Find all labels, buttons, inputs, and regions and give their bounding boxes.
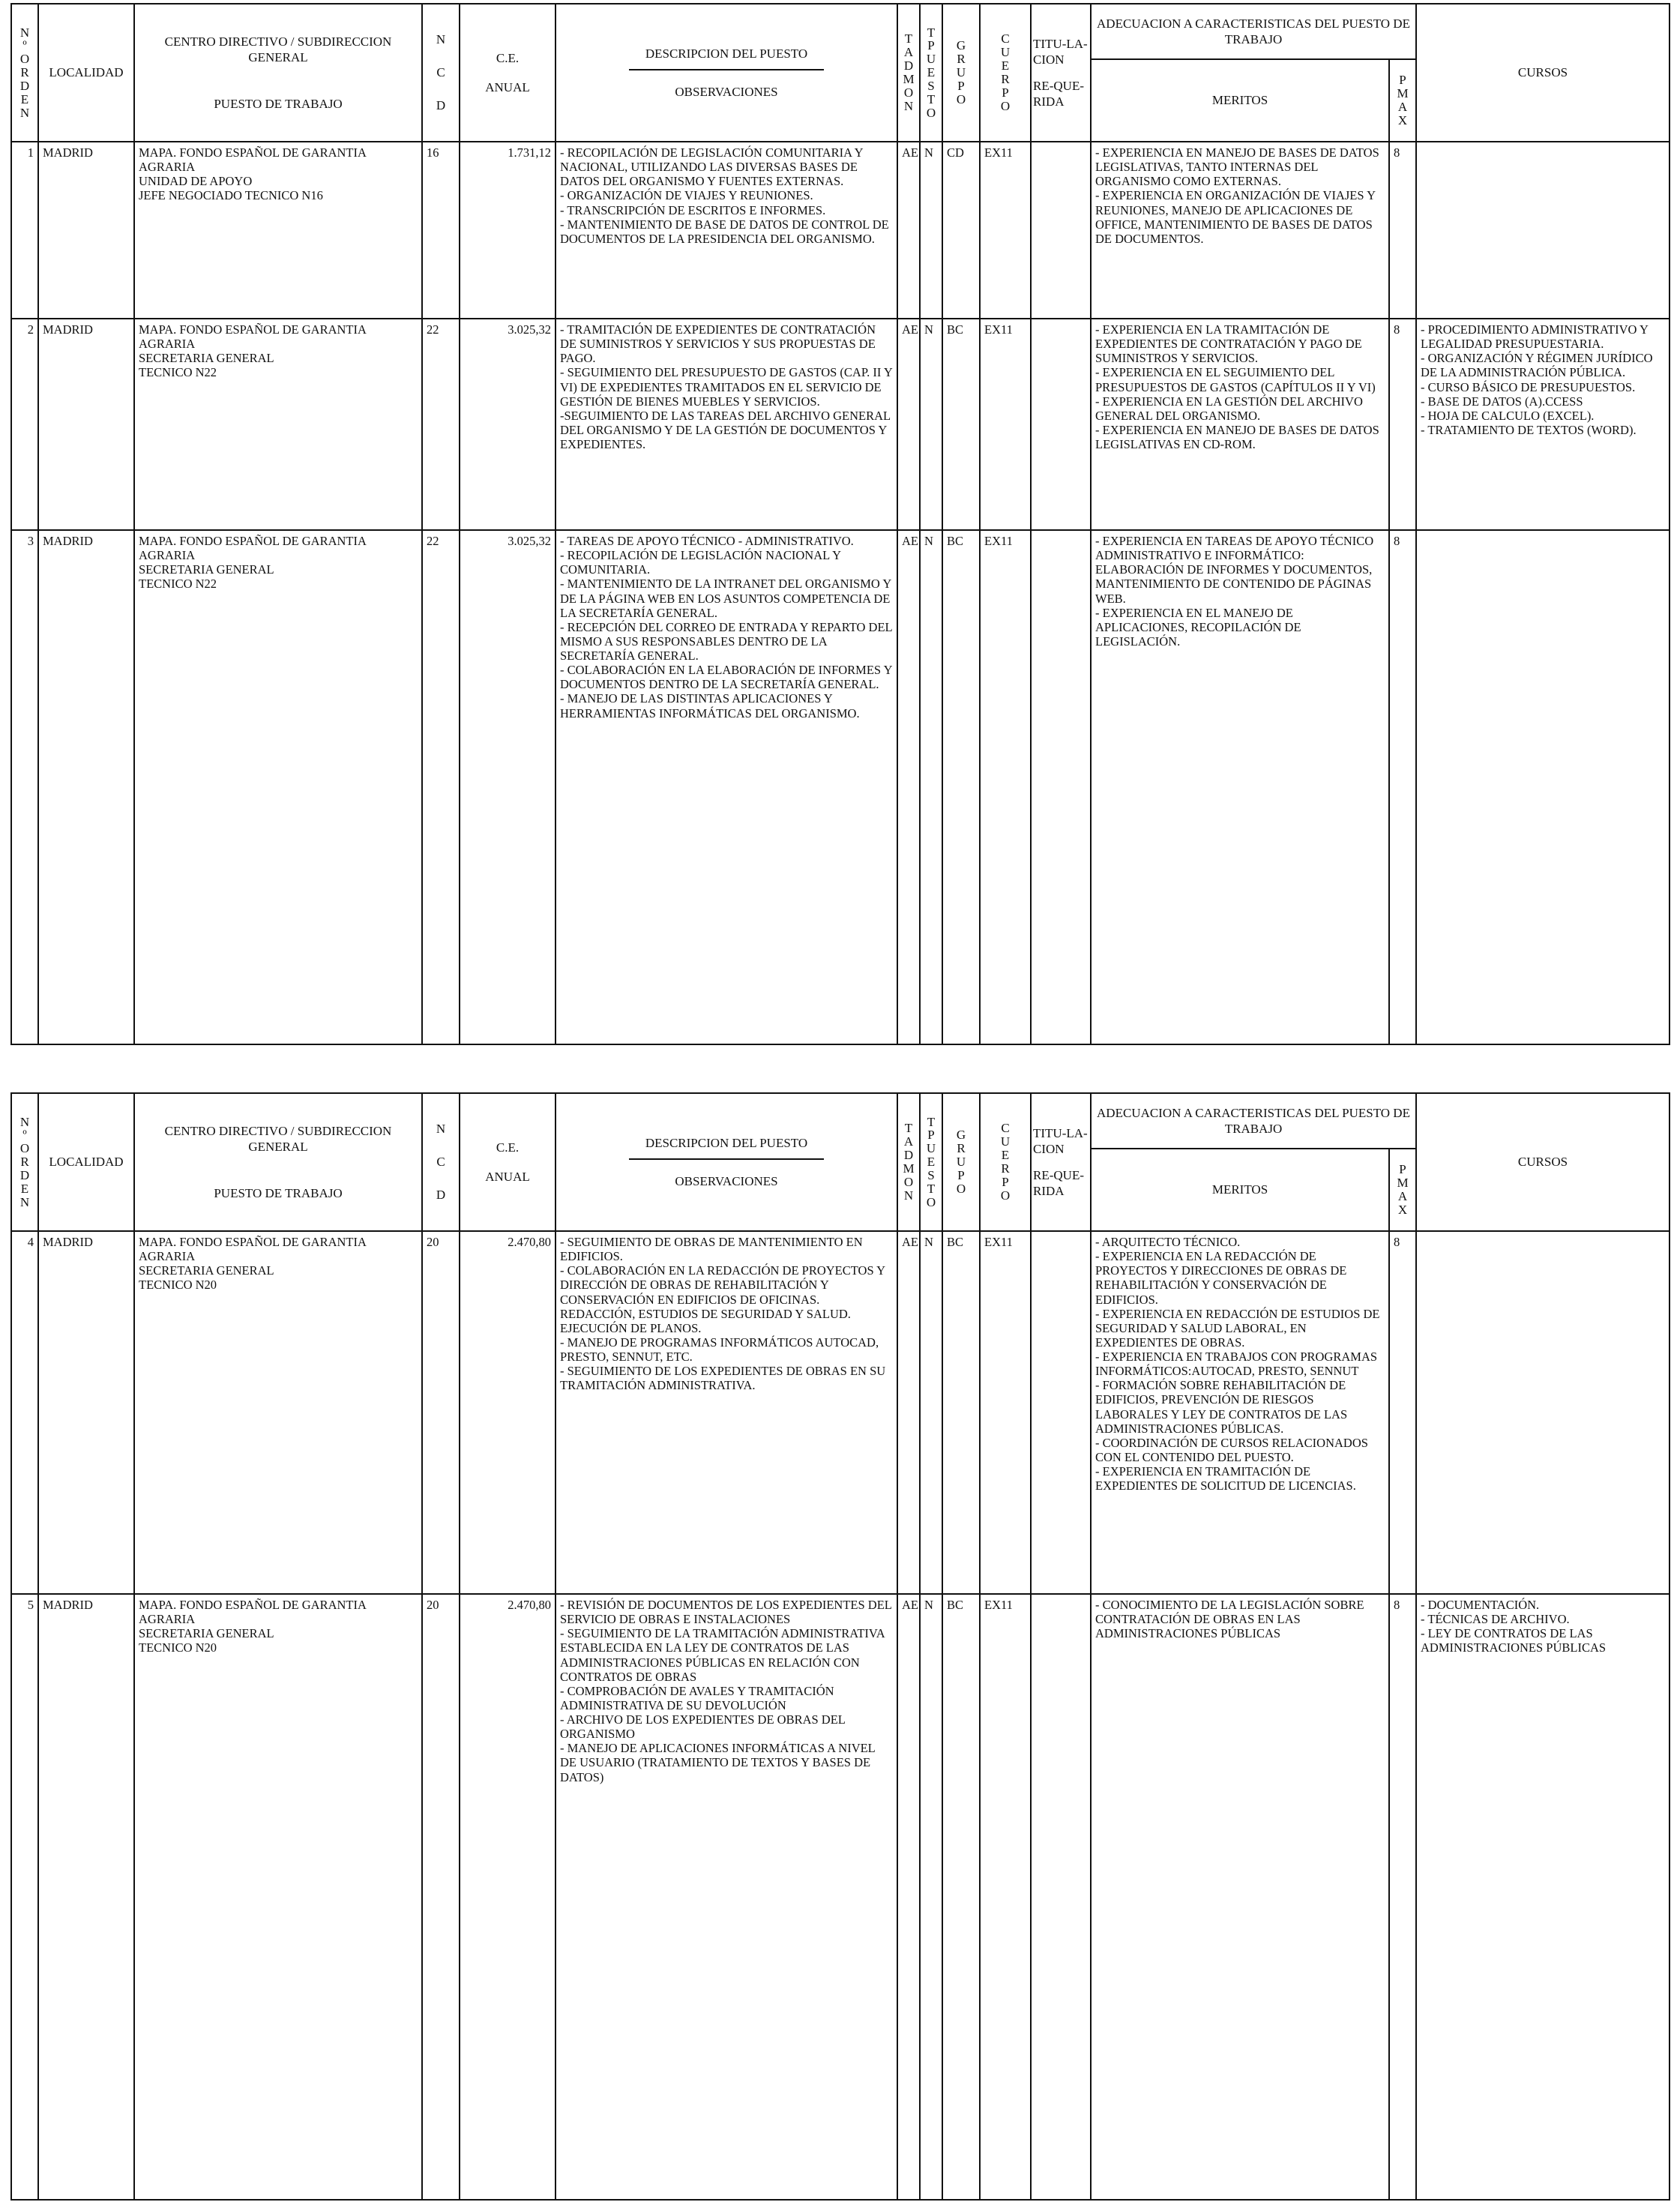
header-n-orden: Nº ORDEN [19, 1114, 30, 1209]
row-tadmon: AE [897, 142, 920, 319]
header-anual-label: ANUAL [485, 1170, 530, 1184]
row-orden: 1 [11, 142, 38, 319]
row-cursos [1416, 142, 1670, 319]
row-ce: 2.470,80 [460, 1594, 556, 2200]
header-cursos: CURSOS [1416, 4, 1670, 142]
row-localidad: MADRID [38, 1231, 134, 1594]
row-ncd: 20 [422, 1231, 460, 1594]
header-grupo: GRUPO [956, 1128, 966, 1196]
row-localidad: MADRID [38, 142, 134, 319]
row-cuerpo: EX11 [980, 319, 1031, 530]
table-sheet-1 [10, 3, 1669, 1045]
header-pmax: PMAX [1397, 1162, 1409, 1217]
row-tadmon: AE [897, 1594, 920, 2200]
row-localidad: MADRID [38, 319, 134, 530]
row-ncd: 16 [422, 142, 460, 319]
table-sheet-2 [10, 1092, 1669, 2201]
row-titulacion [1031, 530, 1091, 1044]
header-meritos: MERITOS [1091, 1149, 1389, 1231]
row-meritos: - EXPERIENCIA EN MANEJO DE BASES DE DATOS LEGISLATIVAS, TANTO INTERNAS DEL ORGANISMO COMO EXTERNAS. - EXPERIENCIA EN ORGANIZACIÓN DE VIAJES Y REUNIONES, MANEJO DE APLICACIONES DE OFFICE, MANTENIMIENTO DE BASES DE DATOS DE DOCUMENTOS. [1091, 142, 1389, 319]
row-localidad: MADRID [38, 530, 134, 1044]
header-puesto: PUESTO DE TRABAJO [214, 1185, 343, 1200]
row-descripcion: - SEGUIMIENTO DE OBRAS DE MANTENIMIENTO EN EDIFICIOS. - COLABORACIÓN EN LA REDACCIÓN DE PROYECTOS Y DIRECCIÓN DE OBRAS DE REHABILITACIÓN Y CONSERVACIÓN EN EDIFICIOS DE OFICINAS. REDACCIÓN, ESTUDIOS DE SEGURIDAD Y SALUD. EJECUCIÓN DE PLANOS. - MANEJO DE PROGRAMAS INFORMÁTICOS AUTOCAD, PRESTO, SENNUT, ETC. - SEGUIMIENTO DE LOS EXPEDIENTES DE OBRAS EN SU TRAMITACIÓN ADMINISTRATIVA. [556, 1231, 897, 1594]
row-centro: MAPA. FONDO ESPAÑOL DE GARANTIA AGRARIA SECRETARIA GENERAL TECNICO N20 [134, 1594, 422, 2200]
row-cursos [1416, 1231, 1670, 1594]
header-tpuesto: TPUESTO [926, 1114, 936, 1209]
header-pmax: PMAX [1397, 73, 1409, 127]
row-centro: MAPA. FONDO ESPAÑOL DE GARANTIA AGRARIA UNIDAD DE APOYO JEFE NEGOCIADO TECNICO N16 [134, 142, 422, 319]
row-tpuesto: N [920, 1231, 942, 1594]
row-descripcion: - RECOPILACIÓN DE LEGISLACIÓN COMUNITARIA Y NACIONAL, UTILIZANDO LAS DIVERSAS BASES DE DATOS DEL ORGANISMO Y FUENTES EXTERNAS. - ORGANIZACIÓN DE VIAJES Y REUNIONES. - TRANSCRIPCIÓN DE ESCRITOS E INFORMES. - MANTENIMIENTO DE BASE DE DATOS DE CONTROL DE DOCUMENTOS DE LA PRESIDENCIA DEL ORGANISMO. [556, 142, 897, 319]
row-tadmon: AE [897, 1231, 920, 1594]
row-ncd: 20 [422, 1594, 460, 2200]
row-ce: 3.025,32 [460, 530, 556, 1044]
row-cuerpo: EX11 [980, 142, 1031, 319]
header-centro-puesto [134, 1093, 422, 1231]
row-titulacion [1031, 1231, 1091, 1594]
row-titulacion [1031, 142, 1091, 319]
row-pmax: 8 [1389, 319, 1416, 530]
header-descripcion-label: DESCRIPCION DEL PUESTO [645, 1135, 808, 1150]
table-row [11, 319, 1670, 530]
table-row [11, 142, 1670, 319]
row-grupo: BC [942, 319, 980, 530]
table-header-row [11, 1093, 1670, 1149]
header-ce-label: C.E. [496, 50, 520, 65]
header-descripcion [556, 4, 897, 142]
row-grupo: CD [942, 142, 980, 319]
header-adecuacion: ADECUACION A CARACTERISTICAS DEL PUESTO DE TRABAJO [1091, 4, 1416, 59]
header-centro: CENTRO DIRECTIVO / SUBDIRECCION GENERAL [164, 34, 392, 65]
row-orden: 4 [11, 1231, 38, 1594]
row-centro: MAPA. FONDO ESPAÑOL DE GARANTIA AGRARIA SECRETARIA GENERAL TECNICO N20 [134, 1231, 422, 1594]
row-meritos: - ARQUITECTO TÉCNICO. - EXPERIENCIA EN LA REDACCIÓN DE PROYECTOS Y DIRECCIONES DE OBRAS DE REHABILITACIÓN Y CONSERVACIÓN DE EDIFICIOS. - EXPERIENCIA EN REDACCIÓN DE ESTUDIOS DE SEGURIDAD Y SALUD LABORAL, EN EXPEDIENTES DE OBRAS. - EXPERIENCIA EN TRABAJOS CON PROGRAMAS INFORMÁTICOS:AUTOCAD, PRESTO, SENNUT - FORMACIÓN SOBRE REHABILITACIÓN DE EDIFICIOS, PREVENCIÓN DE RIESGOS LABORALES Y LEY DE CONTRATOS DE LAS ADMINISTRACIONES PÚBLICAS. - COORDINACIÓN DE CURSOS RELACIONADOS CON EL CONTENIDO DEL PUESTO. - EXPERIENCIA EN TRAMITACIÓN DE EXPEDIENTES DE SOLICITUD DE LICENCIAS. [1091, 1231, 1389, 1594]
positions-table-2 [10, 1092, 1670, 2201]
row-orden: 2 [11, 319, 38, 530]
row-ce: 2.470,80 [460, 1231, 556, 1594]
header-meritos: MERITOS [1091, 59, 1389, 142]
header-puesto: PUESTO DE TRABAJO [214, 96, 343, 111]
header-localidad: LOCALIDAD [38, 4, 134, 142]
row-cursos: - PROCEDIMIENTO ADMINISTRATIVO Y LEGALIDAD PRESUPUESTARIA. - ORGANIZACIÓN Y RÉGIMEN JURÍDICO DE LA ADMINISTRACIÓN PÚBLICA. - CURSO BÁSICO DE PRESUPUESTOS. - BASE DE DATOS (A).CCESS - HOJA DE CALCULO (EXCEL). - TRATAMIENTO DE TEXTOS (WORD). [1416, 319, 1670, 530]
header-n-orden: Nº ORDEN [19, 25, 30, 120]
header-tadmon: TADMON [903, 1121, 915, 1203]
header-ce [460, 4, 556, 142]
row-cuerpo: EX11 [980, 530, 1031, 1044]
header-cursos: CURSOS [1416, 1093, 1670, 1231]
row-grupo: BC [942, 530, 980, 1044]
header-cuerpo: CUERPO [1000, 1121, 1011, 1203]
row-tpuesto: N [920, 319, 942, 530]
header-centro: CENTRO DIRECTIVO / SUBDIRECCION GENERAL [164, 1124, 392, 1155]
row-tadmon: AE [897, 530, 920, 1044]
header-ncd: NCD [436, 1121, 446, 1203]
header-titulacion-label: TITU-LA-CION [1033, 36, 1088, 67]
header-adecuacion: ADECUACION A CARACTERISTICAS DEL PUESTO DE TRABAJO [1091, 1093, 1416, 1149]
row-pmax: 8 [1389, 142, 1416, 319]
row-descripcion: - TRAMITACIÓN DE EXPEDIENTES DE CONTRATACIÓN DE SUMINISTROS Y SERVICIOS Y SUS PROPUESTAS DE PAGO. - SEGUIMIENTO DEL PRESUPUESTO DE GASTOS (CAP. II Y VI) DE EXPEDIENTES TRAMITADOS EN EL SERVICIO DE GESTIÓN DE BIENES MUEBLES Y SERVICIOS. -SEGUIMIENTO DE LAS TAREAS DEL ARCHIVO GENERAL DEL ORGANISMO Y DE LA GESTIÓN DE DOCUMENTOS Y EXPEDIENTES. [556, 319, 897, 530]
header-grupo: GRUPO [956, 38, 966, 106]
row-cuerpo: EX11 [980, 1594, 1031, 2200]
positions-table-1 [10, 3, 1670, 1045]
header-descripcion-label: DESCRIPCION DEL PUESTO [645, 46, 808, 61]
header-titulacion [1031, 4, 1091, 142]
header-descripcion [556, 1093, 897, 1231]
header-tpuesto: TPUESTO [926, 25, 936, 120]
row-grupo: BC [942, 1594, 980, 2200]
header-observaciones-label: OBSERVACIONES [675, 1174, 778, 1188]
row-cuerpo: EX11 [980, 1231, 1031, 1594]
row-ce: 3.025,32 [460, 319, 556, 530]
header-ce [460, 1093, 556, 1231]
row-meritos: - EXPERIENCIA EN LA TRAMITACIÓN DE EXPEDIENTES DE CONTRATACIÓN Y PAGO DE SUMINISTROS Y SERVICIOS. - EXPERIENCIA EN EL SEGUIMIENTO DEL PRESUPUESTOS DE GASTOS (CAPÍTULOS II Y VI) - EXPERIENCIA EN LA GESTIÓN DEL ARCHIVO GENERAL DEL ORGANISMO. - EXPERIENCIA EN MANEJO DE BASES DE DATOS LEGISLATIVAS EN CD-ROM. [1091, 319, 1389, 530]
row-ncd: 22 [422, 530, 460, 1044]
row-cursos: - DOCUMENTACIÓN. - TÉCNICAS DE ARCHIVO. - LEY DE CONTRATOS DE LAS ADMINISTRACIONES PÚBLICAS [1416, 1594, 1670, 2200]
header-cuerpo: CUERPO [1000, 31, 1011, 113]
header-ncd: NCD [436, 31, 446, 113]
row-localidad: MADRID [38, 1594, 134, 2200]
table-row [11, 1594, 1670, 2200]
row-orden: 3 [11, 530, 38, 1044]
row-meritos: - CONOCIMIENTO DE LA LEGISLACIÓN SOBRE CONTRATACIÓN DE OBRAS EN LAS ADMINISTRACIONES PÚBLICAS [1091, 1594, 1389, 2200]
table-row [11, 1231, 1670, 1594]
row-centro: MAPA. FONDO ESPAÑOL DE GARANTIA AGRARIA SECRETARIA GENERAL TECNICO N22 [134, 530, 422, 1044]
row-grupo: BC [942, 1231, 980, 1594]
row-cursos [1416, 530, 1670, 1044]
header-centro-puesto [134, 4, 422, 142]
header-titulacion-label: TITU-LA-CION [1033, 1125, 1088, 1156]
header-ce-label: C.E. [496, 1140, 520, 1155]
row-tpuesto: N [920, 1594, 942, 2200]
row-tadmon: AE [897, 319, 920, 530]
header-tadmon: TADMON [903, 31, 915, 113]
header-localidad: LOCALIDAD [38, 1093, 134, 1231]
header-requerida-label: RE-QUE-RIDA [1033, 79, 1084, 109]
row-centro: MAPA. FONDO ESPAÑOL DE GARANTIA AGRARIA SECRETARIA GENERAL TECNICO N22 [134, 319, 422, 530]
header-titulacion [1031, 1093, 1091, 1231]
header-observaciones-label: OBSERVACIONES [675, 85, 778, 99]
table-header-row [11, 4, 1670, 59]
row-titulacion [1031, 1594, 1091, 2200]
row-descripcion: - TAREAS DE APOYO TÉCNICO - ADMINISTRATIVO. - RECOPILACIÓN DE LEGISLACIÓN NACIONAL Y COMUNITARIA. - MANTENIMIENTO DE LA INTRANET DEL ORGANISMO Y DE LA PÁGINA WEB EN LOS ASUNTOS COMPETENCIA DE LA SECRETARÍA GENERAL. - RECEPCIÓN DEL CORREO DE ENTRADA Y REPARTO DEL MISMO A SUS RESPONSABLES DENTRO DE LA SECRETARÍA GENERAL. - COLABORACIÓN EN LA ELABORACIÓN DE INFORMES Y DOCUMENTOS DENTRO DE LA SECRETARÍA GENERAL. - MANEJO DE LAS DISTINTAS APLICACIONES Y HERRAMIENTAS INFORMÁTICAS DEL ORGANISMO. [556, 530, 897, 1044]
row-ce: 1.731,12 [460, 142, 556, 319]
row-meritos: - EXPERIENCIA EN TAREAS DE APOYO TÉCNICO ADMINISTRATIVO E INFORMÁTICO: ELABORACIÓN DE INFORMES Y DOCUMENTOS, MANTENIMIENTO DE CONTENIDO DE PÁGINAS WEB. - EXPERIENCIA EN EL MANEJO DE APLICACIONES, RECOPILACIÓN DE LEGISLACIÓN. [1091, 530, 1389, 1044]
header-requerida-label: RE-QUE-RIDA [1033, 1168, 1084, 1199]
row-pmax: 8 [1389, 530, 1416, 1044]
row-tpuesto: N [920, 530, 942, 1044]
row-orden: 5 [11, 1594, 38, 2200]
row-pmax: 8 [1389, 1594, 1416, 2200]
row-titulacion [1031, 319, 1091, 530]
row-descripcion: - REVISIÓN DE DOCUMENTOS DE LOS EXPEDIENTES DEL SERVICIO DE OBRAS E INSTALACIONES - SEGUIMIENTO DE LA TRAMITACIÓN ADMINISTRATIVA ESTABLECIDA EN LA LEY DE CONTRATOS DE LAS ADMINISTRACIONES PÚBLICAS EN RELACIÓN CON CONTRATOS DE OBRAS - COMPROBACIÓN DE AVALES Y TRAMITACIÓN ADMINISTRATIVA DE SU DEVOLUCIÓN - ARCHIVO DE LOS EXPEDIENTES DE OBRAS DEL ORGANISMO - MANEJO DE APLICACIONES INFORMÁTICAS A NIVEL DE USUARIO (TRATAMIENTO DE TEXTOS Y BASES DE DATOS) [556, 1594, 897, 2200]
row-ncd: 22 [422, 319, 460, 530]
table-row [11, 530, 1670, 1044]
row-pmax: 8 [1389, 1231, 1416, 1594]
row-tpuesto: N [920, 142, 942, 319]
header-anual-label: ANUAL [485, 80, 530, 94]
